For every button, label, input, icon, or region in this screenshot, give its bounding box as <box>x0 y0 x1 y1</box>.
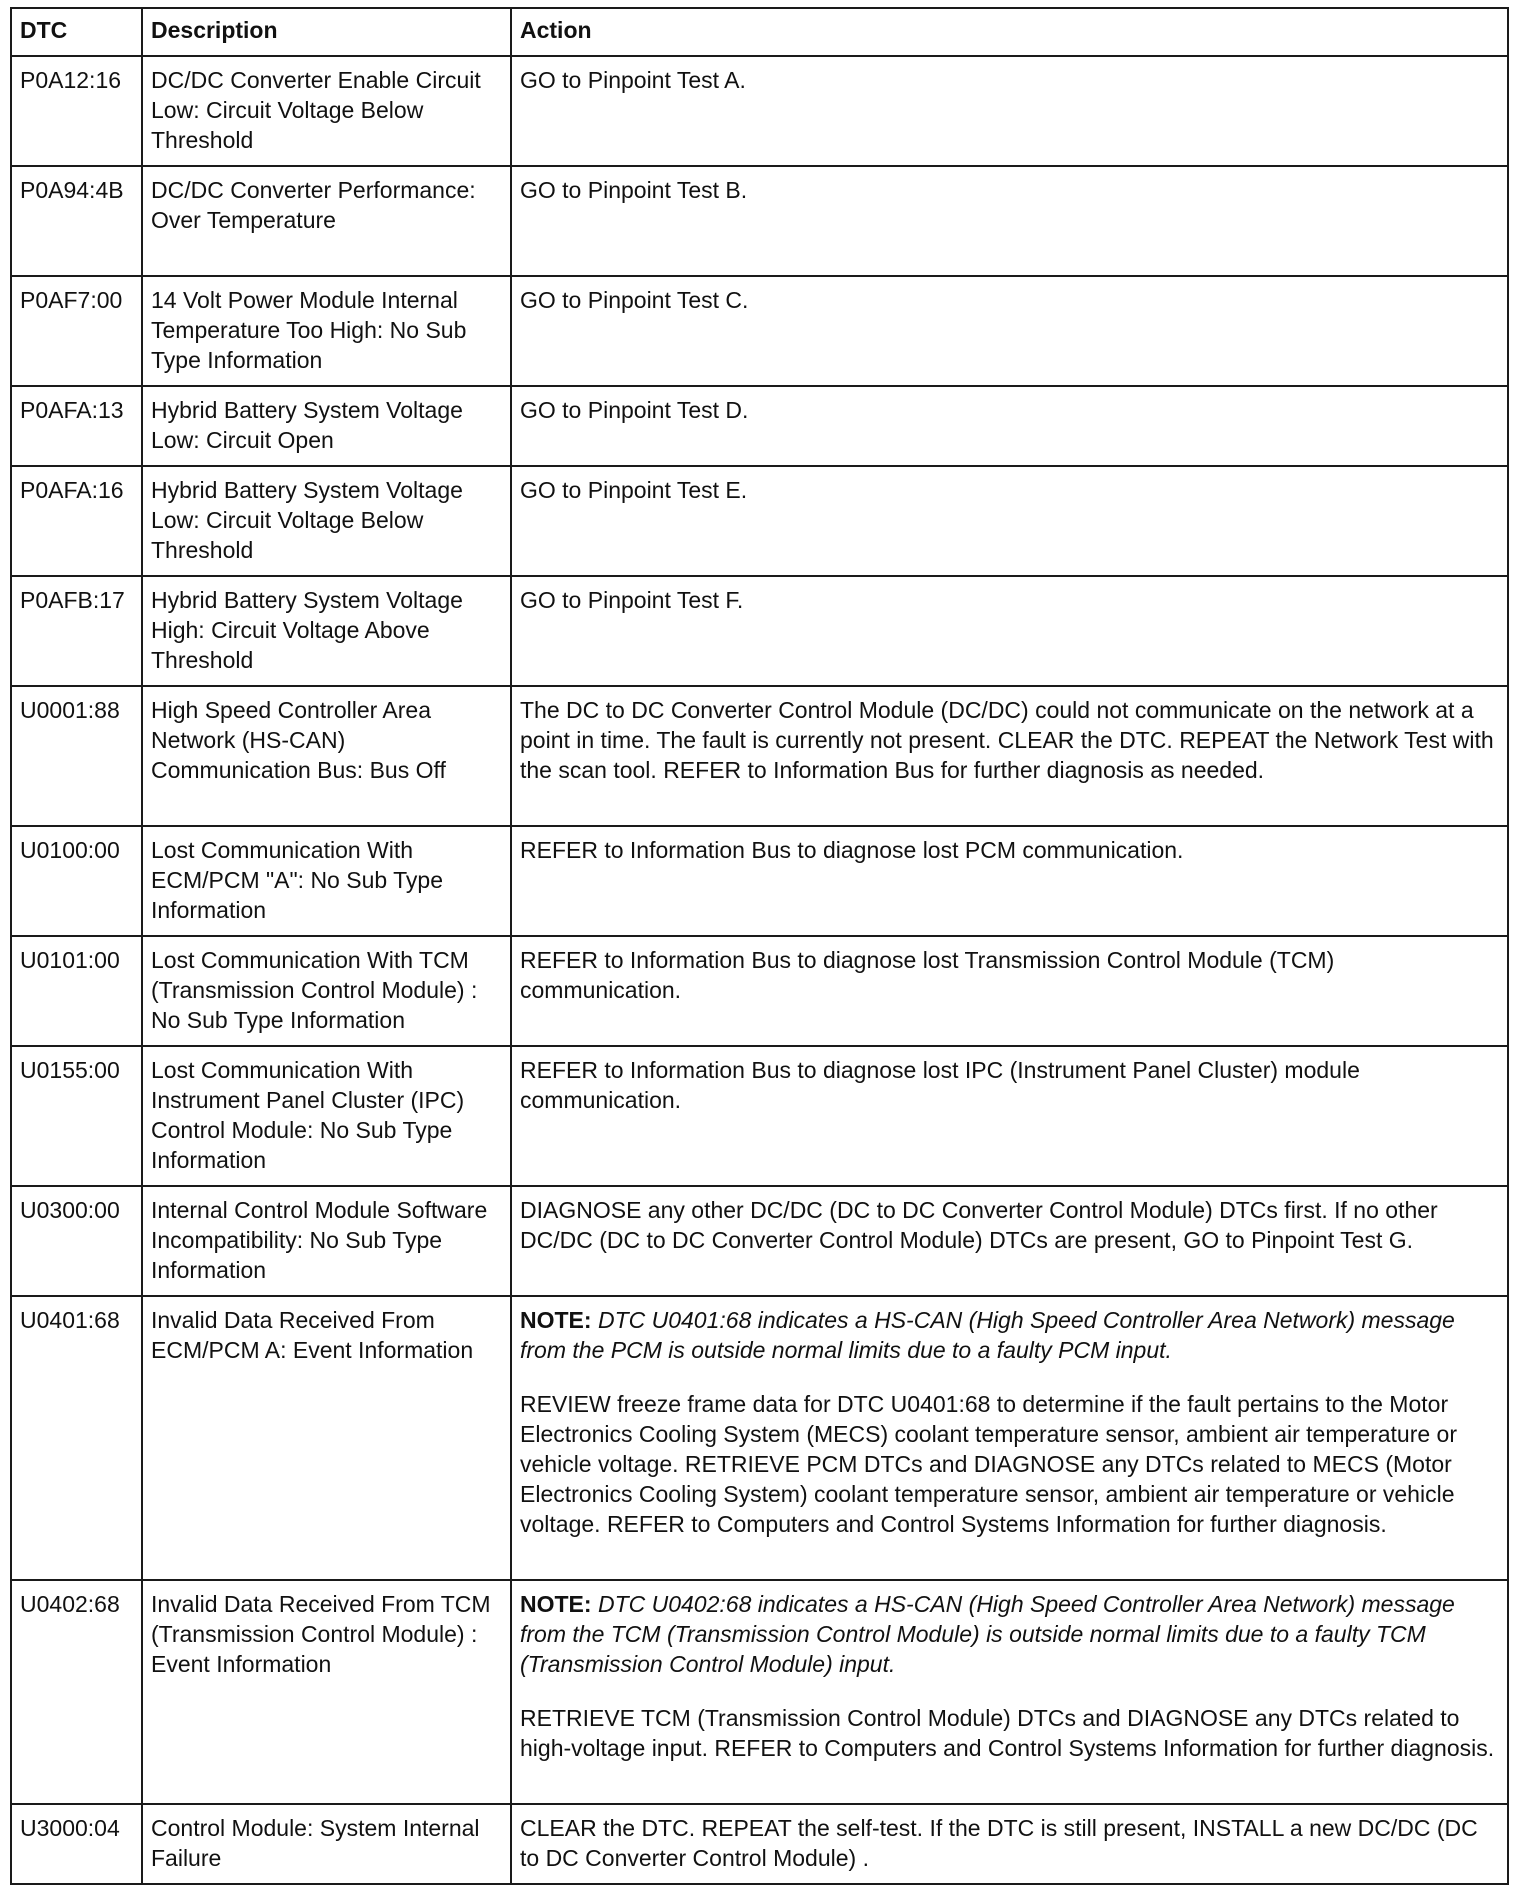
dtc-description: High Speed Controller Area Network (HS-CAN) Communication Bus: Bus Off <box>142 686 511 826</box>
note-label: NOTE: <box>520 1307 592 1333</box>
dtc-description: Invalid Data Received From TCM (Transmission Control Module) : Event Information <box>142 1580 511 1804</box>
dtc-description: Hybrid Battery System Voltage Low: Circuit Voltage Below Threshold <box>142 466 511 576</box>
dtc-description: Control Module: System Internal Failure <box>142 1804 511 1884</box>
dtc-action: REFER to Information Bus to diagnose lost PCM communication. <box>511 826 1508 936</box>
dtc-action: GO to Pinpoint Test E. <box>511 466 1508 576</box>
dtc-action: GO to Pinpoint Test A. <box>511 56 1508 166</box>
table-row <box>11 466 1508 576</box>
dtc-code: P0AFB:17 <box>11 576 142 686</box>
dtc-code: U0402:68 <box>11 1580 142 1804</box>
table-row <box>11 826 1508 936</box>
dtc-description: Lost Communication With Instrument Panel Cluster (IPC) Control Module: No Sub Type Information <box>142 1046 511 1186</box>
table-row <box>11 1296 1508 1580</box>
dtc-action: GO to Pinpoint Test F. <box>511 576 1508 686</box>
dtc-code: U0101:00 <box>11 936 142 1046</box>
dtc-action-cell <box>511 1580 1508 1804</box>
dtc-action-cell <box>511 1296 1508 1580</box>
dtc-action: The DC to DC Converter Control Module (DC/DC) could not communicate on the network at a point in time. The fault is currently not present. CLEAR the DTC. REPEAT the Network Test with the scan tool. REFER to Information Bus for further diagnosis as needed. <box>511 686 1508 826</box>
table-row <box>11 1046 1508 1186</box>
dtc-action: GO to Pinpoint Test C. <box>511 276 1508 386</box>
dtc-code: U0001:88 <box>11 686 142 826</box>
dtc-action: GO to Pinpoint Test B. <box>511 166 1508 276</box>
dtc-code: P0AFA:13 <box>11 386 142 466</box>
header-action: Action <box>511 8 1508 56</box>
dtc-description: Lost Communication With ECM/PCM "A": No Sub Type Information <box>142 826 511 936</box>
table-row <box>11 576 1508 686</box>
dtc-table-container <box>10 7 1507 1885</box>
table-row <box>11 1186 1508 1296</box>
dtc-description: Internal Control Module Software Incompatibility: No Sub Type Information <box>142 1186 511 1296</box>
dtc-action: RETRIEVE TCM (Transmission Control Module) DTCs and DIAGNOSE any DTCs related to high-voltage input. REFER to Computers and Control Systems Information for further diagnosis. <box>520 1705 1495 1761</box>
note-text: DTC U0401:68 indicates a HS-CAN (High Speed Controller Area Network) message from the PCM is outside normal limits due to a faulty PCM input. <box>520 1307 1455 1363</box>
table-row <box>11 1804 1508 1884</box>
table-row <box>11 386 1508 466</box>
dtc-action: GO to Pinpoint Test D. <box>511 386 1508 466</box>
note-label: NOTE: <box>520 1591 592 1617</box>
dtc-description: 14 Volt Power Module Internal Temperature Too High: No Sub Type Information <box>142 276 511 386</box>
dtc-code: U0401:68 <box>11 1296 142 1580</box>
note <box>520 1305 1499 1365</box>
table-row <box>11 276 1508 386</box>
dtc-table <box>10 7 1509 1885</box>
dtc-action: DIAGNOSE any other DC/DC (DC to DC Converter Control Module) DTCs first. If no other DC/DC (DC to DC Converter Control Module) DTCs are present, GO to Pinpoint Test G. <box>511 1186 1508 1296</box>
dtc-code: P0AFA:16 <box>11 466 142 576</box>
dtc-code: U0155:00 <box>11 1046 142 1186</box>
dtc-action: REFER to Information Bus to diagnose lost Transmission Control Module (TCM) communication. <box>511 936 1508 1046</box>
table-row <box>11 686 1508 826</box>
note-text: DTC U0402:68 indicates a HS-CAN (High Speed Controller Area Network) message from the TCM (Transmission Control Module) is outside normal limits due to a faulty TCM (Transmission Control Module) input. <box>520 1591 1455 1677</box>
dtc-code: U0300:00 <box>11 1186 142 1296</box>
dtc-description: Lost Communication With TCM (Transmission Control Module) : No Sub Type Information <box>142 936 511 1046</box>
dtc-action: REFER to Information Bus to diagnose lost IPC (Instrument Panel Cluster) module communication. <box>511 1046 1508 1186</box>
dtc-action: CLEAR the DTC. REPEAT the self-test. If the DTC is still present, INSTALL a new DC/DC (DC to DC Converter Control Module) . <box>511 1804 1508 1884</box>
dtc-code: U3000:04 <box>11 1804 142 1884</box>
table-row <box>11 936 1508 1046</box>
dtc-description: DC/DC Converter Enable Circuit Low: Circuit Voltage Below Threshold <box>142 56 511 166</box>
header-description: Description <box>142 8 511 56</box>
table-row <box>11 56 1508 166</box>
dtc-description: Invalid Data Received From ECM/PCM A: Event Information <box>142 1296 511 1580</box>
dtc-code: P0A12:16 <box>11 56 142 166</box>
dtc-description: Hybrid Battery System Voltage High: Circuit Voltage Above Threshold <box>142 576 511 686</box>
table-row <box>11 166 1508 276</box>
table-row <box>11 1580 1508 1804</box>
header-dtc: DTC <box>11 8 142 56</box>
table-header-row <box>11 8 1508 56</box>
dtc-code: P0A94:4B <box>11 166 142 276</box>
dtc-description: Hybrid Battery System Voltage Low: Circuit Open <box>142 386 511 466</box>
dtc-code: P0AF7:00 <box>11 276 142 386</box>
dtc-description: DC/DC Converter Performance: Over Temperature <box>142 166 511 276</box>
dtc-code: U0100:00 <box>11 826 142 936</box>
note <box>520 1589 1499 1679</box>
dtc-action: REVIEW freeze frame data for DTC U0401:68 to determine if the fault pertains to the Motor Electronics Cooling System (MECS) coolant temperature sensor, ambient air temperature or vehicle voltage. RETRIEVE PCM DTCs and DIAGNOSE any DTCs related to MECS (Motor Electronics Cooling System) coolant temperature sensor, ambient air temperature or vehicle voltage. REFER to Computers and Control Systems Information for further diagnosis. <box>520 1391 1458 1537</box>
